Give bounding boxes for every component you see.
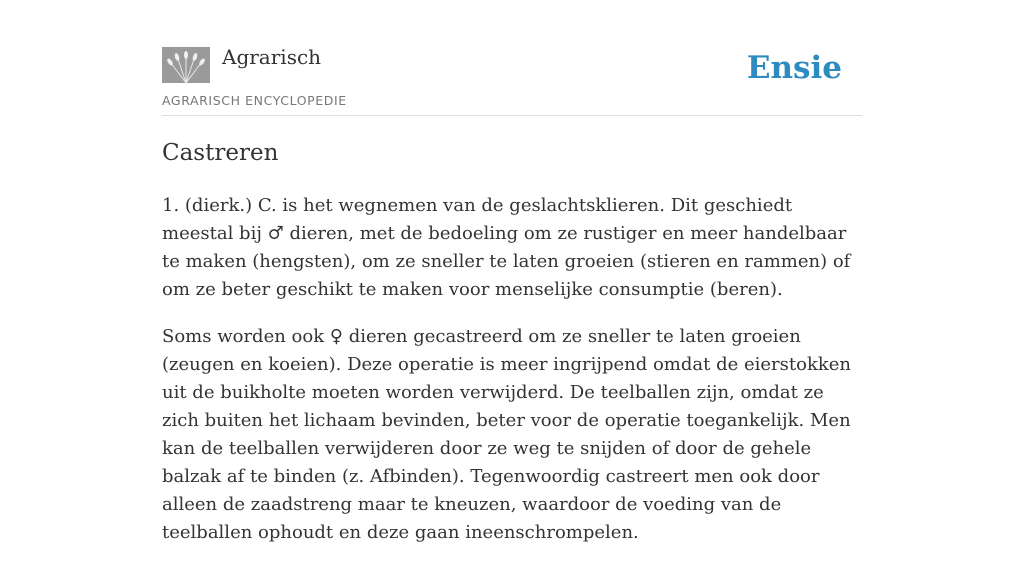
article-body xyxy=(162,192,862,566)
source-name[interactable]: Agrarisch xyxy=(222,45,322,69)
wheat-image xyxy=(162,47,210,83)
article-paragraph: Soms worden ook ♀ dieren gecastreerd om ze sneller te laten groeien (zeugen en koeien). Deze operatie is meer ingrijpend omdat de eierstokken uit de buikholte moeten worden verwijderd. De teelballen zijn, omdat ze zich buiten het lichaam bevinden, beter voor de operatie toegankelijk. Men kan de teelballen verwijderen door ze weg te snijden of door de gehele balzak af te binden (z. Afbinden). Tegenwoordig castreert men ook door alleen de zaadstreng maar te kneuzen, waardoor de voeding van de teelballen ophoudt en deze gaan ineenschrompelen. xyxy=(162,326,852,543)
source-logo-image[interactable] xyxy=(162,47,210,83)
brand-logo[interactable]: Ensie xyxy=(746,50,842,86)
article-title: Castreren xyxy=(162,140,279,166)
article-paragraph: 1. (dierk.) C. is het wegnemen van de geslachtsklieren. Dit geschiedt meestal bij ♂ dieren, met de bedoeling om ze rustiger en meer handelbaar te maken (hengsten), om ze sneller te laten groeien (stieren en rammen) of om ze beter geschikt te maken voor menselijke consumptie (beren). xyxy=(162,195,851,300)
header xyxy=(162,0,862,116)
source-subtitle[interactable]: AGRARISCH ENCYCLOPEDIE xyxy=(162,93,347,108)
